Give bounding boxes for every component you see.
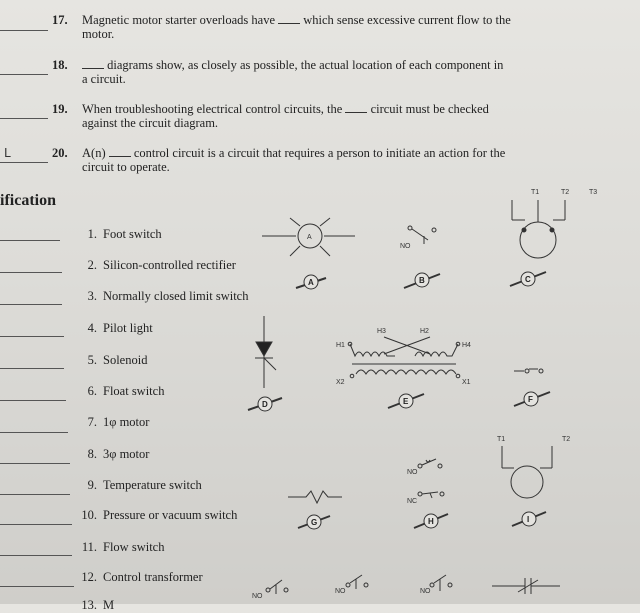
- svg-text:T1: T1: [497, 436, 506, 443]
- svg-text:H4: H4: [462, 342, 471, 349]
- list-item: 6. Float switch: [87, 384, 165, 398]
- svg-text:G: G: [311, 518, 318, 527]
- svg-text:T2: T2: [562, 436, 571, 443]
- svg-text:I: I: [527, 515, 530, 524]
- svg-text:C: C: [525, 275, 531, 284]
- question-number: 18.: [52, 58, 68, 72]
- svg-text:NO: NO: [400, 243, 411, 250]
- three-phase-motor-symbol: [512, 189, 597, 258]
- letter-marker-a[interactable]: [296, 275, 326, 289]
- svg-text:A: A: [307, 234, 312, 241]
- svg-text:X1: X1: [462, 379, 471, 386]
- list-item: 3. Normally closed limit switch: [87, 289, 249, 303]
- svg-text:H3: H3: [377, 328, 386, 335]
- svg-text:NO: NO: [335, 588, 346, 595]
- letter-marker-b[interactable]: [404, 273, 440, 288]
- list-item: 8. 3φ motor: [87, 447, 150, 461]
- letter-marker-h[interactable]: [414, 514, 448, 528]
- svg-text:H2: H2: [420, 328, 429, 335]
- question-number: 19.: [52, 102, 68, 116]
- control-transformer-symbol: [336, 328, 471, 386]
- temperature-switch-symbol: [407, 459, 442, 476]
- scr-symbol: [255, 316, 276, 388]
- question-number: 17.: [52, 13, 68, 27]
- list-item: 2. Silicon-controlled rectifier: [87, 258, 236, 272]
- section-heading: ification: [0, 192, 56, 209]
- svg-text:F: F: [528, 395, 533, 404]
- letter-marker-d[interactable]: [248, 397, 282, 411]
- letter-marker-i[interactable]: [512, 512, 546, 526]
- letter-marker-g[interactable]: [298, 515, 330, 529]
- letter-marker-e[interactable]: [388, 394, 424, 408]
- handwritten-answer-20: L: [4, 146, 11, 160]
- svg-text:NC: NC: [407, 498, 418, 505]
- svg-text:NO: NO: [420, 588, 431, 595]
- list-item: 4. Pilot light: [87, 321, 153, 335]
- list-item: 13. M: [81, 598, 115, 612]
- svg-text:A: A: [308, 278, 314, 287]
- single-phase-motor-symbol: [497, 436, 570, 498]
- svg-text:H1: H1: [336, 342, 345, 349]
- thermal-overload-symbol: [288, 491, 342, 503]
- svg-text:B: B: [419, 276, 425, 285]
- foot-switch-symbol: [252, 580, 288, 600]
- list-item: 12. Control transformer: [81, 570, 203, 584]
- svg-text:NO: NO: [407, 469, 418, 476]
- svg-text:T3: T3: [589, 189, 598, 196]
- svg-text:H: H: [428, 517, 434, 526]
- float-switch-symbol: [335, 575, 368, 595]
- svg-text:NO: NO: [252, 593, 263, 600]
- letter-marker-c[interactable]: [510, 272, 546, 286]
- list-item: 1. Foot switch: [87, 227, 162, 241]
- svg-text:X2: X2: [336, 379, 345, 386]
- list-item: 5. Solenoid: [87, 353, 148, 367]
- svg-text:E: E: [403, 397, 409, 406]
- svg-text:T2: T2: [561, 189, 570, 196]
- svg-text:D: D: [262, 400, 268, 409]
- normally-open-switch-symbol: [420, 575, 452, 595]
- pressure-switch-symbol: [400, 226, 436, 250]
- flow-switch-symbol: [407, 492, 444, 505]
- limit-switch-symbol: [514, 369, 543, 373]
- list-item: 11. Flow switch: [81, 540, 165, 554]
- pilot-light-symbol: [262, 218, 355, 256]
- contact-symbol: [492, 578, 560, 594]
- svg-text:T1: T1: [531, 189, 540, 196]
- list-item: 9. Temperature switch: [87, 478, 202, 492]
- letter-marker-f[interactable]: [514, 392, 550, 406]
- list-item: 10. Pressure or vacuum switch: [81, 508, 238, 522]
- question-number: 20.: [52, 146, 68, 160]
- list-item: 7. 1φ motor: [87, 415, 150, 429]
